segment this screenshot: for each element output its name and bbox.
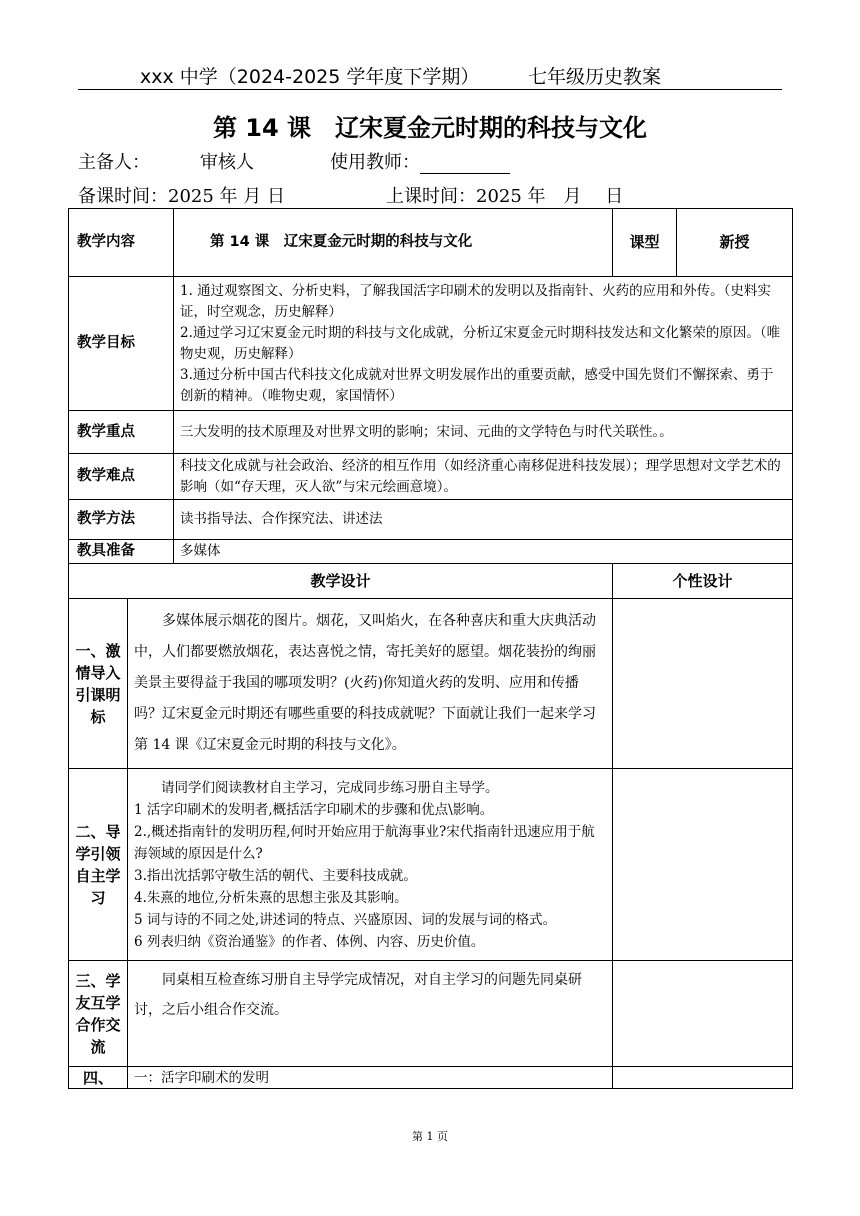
difficulty-label: 教学难点 bbox=[69, 454, 174, 500]
personal-cell bbox=[613, 961, 793, 1067]
section-row bbox=[69, 961, 793, 1067]
section-label: 二、导学引领自主学习 bbox=[69, 769, 128, 961]
list-item: 5 词与诗的不同之处,讲述词的特点、兴盛原因、词的发展与词的格式。 bbox=[134, 911, 557, 928]
header-divider bbox=[78, 89, 782, 90]
section-label: 四、 bbox=[69, 1067, 128, 1089]
section-row bbox=[69, 769, 793, 961]
row-design-header bbox=[69, 564, 793, 599]
method-value: 读书指导法、合作探究法、讲述法 bbox=[174, 500, 793, 540]
row-method bbox=[69, 500, 793, 540]
lesson-plan-table bbox=[68, 208, 793, 1089]
list-item: 2.,概述指南针的发明历程,何时开始应用于航海事业?宋代指南针迅速应用于航海领域的原因是什么? bbox=[134, 823, 595, 862]
row-content bbox=[69, 209, 793, 277]
method-label: 教学方法 bbox=[69, 500, 174, 540]
personal-cell bbox=[613, 599, 793, 769]
row-difficulty bbox=[69, 454, 793, 500]
class-time: 上课时间：2025 年 月 日 bbox=[386, 186, 624, 207]
type-label: 课型 bbox=[613, 209, 677, 277]
page-number: 第 1 页 bbox=[412, 1130, 448, 1143]
header-school: xxx 中学（2024-2025 学年度下学期） bbox=[140, 66, 480, 88]
tools-label: 教具准备 bbox=[69, 540, 174, 564]
section-label: 三、学友互学合作交流 bbox=[69, 961, 128, 1067]
row-tools bbox=[69, 540, 793, 564]
list-item: 4.朱熹的地位,分析朱熹的思想主张及其影响。 bbox=[134, 889, 408, 906]
personal-cell bbox=[613, 769, 793, 961]
section-row bbox=[69, 599, 793, 769]
difficulty-value: 科技文化成就与社会政治、经济的相互作用（如经济重心南移促进科技发展）；理学思想对文学艺术的影响（如“存天理，灭人欲”与宋元绘画意境）。 bbox=[174, 454, 793, 500]
key-value: 三大发明的技术原理及对世界文明的影响；宋词、元曲的文学特色与时代关联性。。 bbox=[174, 411, 793, 454]
section-text: 同桌相互检查练习册自主导学完成情况，对自主学习的问题先同桌研讨，之后小组合作交流。 bbox=[128, 961, 613, 1067]
list-item: 6 列表归纳《资治通鉴》的作者、体例、内容、历史价值。 bbox=[134, 933, 485, 950]
content-label: 教学内容 bbox=[69, 209, 174, 277]
design-header: 教学设计 bbox=[69, 564, 613, 599]
content-value: 第 14 课 辽宋夏金元时期的科技与文化 bbox=[174, 209, 613, 277]
list-item: 3.指出沈括郭守敬生活的朝代、主要科技成就。 bbox=[134, 867, 417, 884]
type-value: 新授 bbox=[677, 209, 793, 277]
goal-item: 1. 通过观察图文、分析史料，了解我国活字印刷术的发明以及指南针、火药的应用和外传。（史料实证，时空观念，历史解释） bbox=[180, 282, 771, 320]
section-list bbox=[128, 769, 613, 961]
row-goals bbox=[69, 277, 793, 411]
section-text: 多媒体展示烟花的图片。烟花，又叫焰火，在各种喜庆和重大庆典活动中，人们都要燃放烟花，表达喜悦之情，寄托美好的愿望。烟花装扮的绚丽美景主要得益于我国的哪项发明？(火药)你知道火药的发明、应用和传播吗？辽宋夏金元时期还有哪些重要的科技成就呢？下面就让我们一起来学习第 14 课《辽宋夏金元时期的科技与文化》。 bbox=[128, 599, 613, 769]
prep-time: 备课时间：2025 年 月 日 bbox=[78, 186, 285, 207]
teacher-blank bbox=[420, 155, 510, 174]
teacher-label: 使用教师： bbox=[330, 152, 420, 173]
lesson-title: 第 14 课 辽宋夏金元时期的科技与文化 bbox=[212, 114, 648, 142]
section-text: 一：活字印刷术的发明 bbox=[128, 1067, 613, 1089]
personal-header: 个性设计 bbox=[613, 564, 793, 599]
list-item: 1 活字印刷术的发明者,概括活字印刷术的步骤和优点\影响。 bbox=[134, 801, 494, 818]
section-row bbox=[69, 1067, 793, 1089]
header-subject: 七年级历史教案 bbox=[528, 66, 662, 88]
list-item: 请同学们阅读教材自主学习，完成同步练习册自主导学。 bbox=[161, 779, 499, 796]
goals-content bbox=[174, 277, 793, 411]
row-key bbox=[69, 411, 793, 454]
reviewer-label: 审核人 bbox=[200, 152, 254, 173]
goal-item: 2.通过学习辽宋夏金元时期的科技与文化成就，分析辽宋夏金元时期科技发达和文化繁荣的原因。（唯物史观，历史解释） bbox=[180, 324, 781, 362]
personal-cell bbox=[613, 1067, 793, 1089]
goals-label: 教学目标 bbox=[69, 277, 174, 411]
section-label: 一、激情导入引课明标 bbox=[69, 599, 128, 769]
teacher-field bbox=[330, 148, 510, 174]
goal-item: 3.通过分析中国古代科技文化成就对世界文明发展作出的重要贡献，感受中国先贤们不懈探索、勇于创新的精神。（唯物史观，家国情怀） bbox=[180, 366, 774, 404]
preparer-label: 主备人： bbox=[78, 152, 150, 173]
key-label: 教学重点 bbox=[69, 411, 174, 454]
tools-value: 多媒体 bbox=[174, 540, 793, 564]
